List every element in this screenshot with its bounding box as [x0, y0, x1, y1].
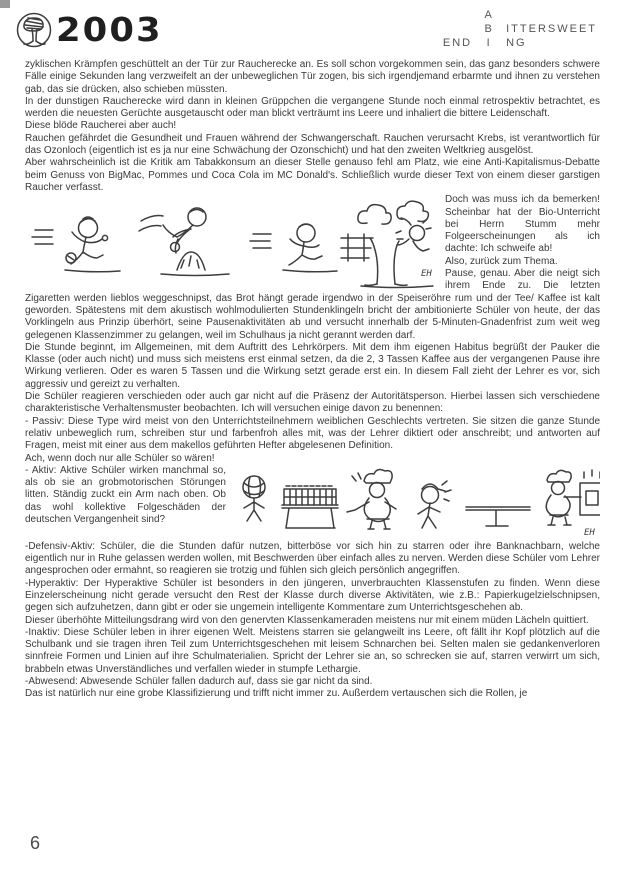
paragraph-typ-passiv: - Passiv: Diese Type wird meist von den Unterrichtsteilnehmern weiblichen Geschlechts vertreten. Sie sitzen die ganze Stunde relativ unbeweglich rum, schreiben stur und farbenfroh alles mit, was der Lehrer diktiert oder anschreibt; und antworten auf Fragen, meist mit einer aus dem makellos geführten Hefter abgelesenen Definition.	[25, 415, 600, 452]
paragraph-typ-defensiv-aktiv: -Defensiv-Aktiv: Schüler, die die Stunden dafür nutzen, bitterböse vor sich hin zu starren oder ihre Banknachbarn, welche eigentlich nur in Ruhe gelassen werden wollen, mit Beschwerden über einfach alles zu nerven. Werden diese Schüler vom Lehrer angesprochen oder ermahnt, so reagieren sie trotzig und fühlen sich gleich persönlich angegriffen.	[25, 540, 600, 577]
paragraph-zurueck-zum-thema: Also, zurück zum Thema.	[445, 255, 558, 267]
paragraph-ach-wenn-doch: Ach, wenn doch nur alle Schüler so wären!	[25, 452, 215, 464]
paragraph-pausenende: Pause, genau. Aber die neigt sich ihrem Ende zu. Die letzten Zigaretten werden lieblos weggeschnipst, das Brot hängt gerade irgendwo in der Speiseröhre rum und der Tee/ Kaffee ist kalt geworden. Spätestens mit dem akustisch wohlmodulierten Stundenklingeln bricht der ambitionierte Schüler von heute, der das Vorklingeln aus Prinzip überhört, seine Pausenaktivitäten ab und versucht innerhalb der 5-Minuten-Gnadenfrist zum weit weg gelegenen Klassenzimmer zu gelangen, weil im Schulhaus ja nicht gerannt werden darf.	[25, 268, 600, 341]
tree-logo-icon	[14, 10, 54, 50]
masthead-cell	[506, 8, 597, 22]
page-header	[0, 0, 620, 58]
masthead-cell	[443, 22, 472, 36]
cartoon-chef-drawing	[234, 467, 600, 539]
masthead-cell	[443, 8, 472, 22]
article-body	[25, 59, 600, 701]
masthead-word-ng: NG	[506, 37, 527, 49]
artist-signature: EH	[421, 269, 432, 280]
paragraph-raucherecke-tuer: zyklischen Krämpfen geschüttelt an der Tür zur Raucherecke an. Es soll schon vorgekommen sein, das ganz besonders schwere Fälle einige Sekunden lang verzweifelt an der unbeweglichen Tür zogen, bis sich irgendjemand erbarmte und ihnen zu verstehen gab, das sie drücken, also schieben müssten.	[25, 59, 600, 95]
paragraph-tabakkritik: Aber wahrscheinlich ist die Kritik am Tabakkonsum an dieser Stelle genauso fehl am Platz, wie eine Anti-Kapitalismus-Debatte beim Genuss von BigMac, Pommes und Coca Cola im MC Donald's. Schließlich wurde dieser Text von einem dieser garstigen Raucher verfasst.	[25, 157, 600, 193]
section-with-running-cartoon	[25, 194, 600, 342]
cartoon-chef-strip	[234, 467, 600, 539]
paragraph-klassifizierung: Das ist natürlich nur eine grobe Klassifizierung und trifft nicht immer zu. Außerdem vertauschen sich die Rollen, je	[25, 688, 528, 700]
section-with-chef-cartoon	[25, 465, 600, 541]
paragraph-stundenbeginn: Die Stunde beginnt, im Allgemeinen, mit dem Auftritt des Lehrkörpers. Mit dem ihm eigenen Habitus begrüßt der Pauker die Klasse (oder auch nicht) und muss sich meistens erst einmal setzen, da die 2, 3 Tassen Kaffee aus der vergangenen Pause ihre Wirkung verlieren. Oder es waren 5 Tassen und die Wirkung setzt gerade erst ein. In diesem Fall zieht der Lehrer es vor, sich aggressiv und gereizt zu verhalten.	[25, 341, 600, 390]
masthead-word-ittersweet: ITTERSWEET	[506, 23, 597, 35]
masthead-letter-b: B	[484, 23, 494, 35]
cartoon-running-crash-strip	[25, 196, 437, 292]
paragraph-mitteilungsdrang: Dieser überhöhte Mitteilungsdrang wird von den genervten Klassenkameraden meistens nur mit einem müden Lächeln quittiert.	[25, 614, 589, 626]
paragraph-schueler-reaktionen: Die Schüler reagieren verschieden oder auch gar nicht auf die Präsenz der Autoritätsperson. Hierbei lassen sich verschiedene charakteristische Verhaltensmuster beobachten. Ich will versuchen einige davon zu benennen:	[25, 391, 600, 415]
page-number: 6	[30, 833, 42, 853]
year-title: 2003	[56, 10, 163, 50]
artist-signature: EH	[584, 527, 595, 538]
paragraph-typ-hyperaktiv: -Hyperaktiv: Der Hyperaktive Schüler ist besonders in den jüngeren, unverbrauchten Klassenstufen zu finden. Wenn diese Einzelerscheinung nicht gerade versucht den Rest der Klasse durch diverse Aktivitäten, wie z.B.: Papierkugelzielschnipsen, gegen sich aufzuhetzen, dann gibt er oder sie ungemein intelligente Kommentare zum Unterrichtsgeschehen ab.	[25, 577, 600, 614]
masthead-letter-i: I	[486, 37, 492, 49]
paragraph-raucherecke-gruppen: In der dunstigen Raucherecke wird dann in kleinen Grüppchen die vergangene Stunde noch einmal retrospektiv betrachtet, es werden die neuesten Gerüchte ausgetauscht oder man blickt verträumt ins Leere und inhaliert die bittere Leidenschaft.	[25, 95, 600, 120]
paragraph-typ-inaktiv: -Inaktiv: Diese Schüler leben in ihrer eigenen Welt. Meistens starren sie gelangweilt ins Leere, oft fällt ihr Kopf plötzlich auf die Schulbank und sie tragen ihren Teil zum Unterrichtsgeschehen mit leisem Schnarchen bei. Selten malen sie gedankenverloren sinnfreie Formen und Linien auf ihre Schulmaterialien. Spricht der Lehrer sie an, so schrecken sie auf, starren verwirrt um sich, brabbeln etwas Unverständliches und verfallen wieder in stumpfe Lethargie.	[25, 626, 600, 675]
paragraph-bloede-raucherei: Diese blöde Raucherei aber auch!	[25, 120, 177, 132]
paragraph-typ-abwesend: -Abwesend: Abwesende Schüler fallen dadurch auf, dass sie gar nicht da sind.	[25, 676, 373, 688]
masthead-abi-title	[443, 8, 597, 50]
masthead-word-end: END	[442, 37, 473, 49]
paragraph-rauchen-gefahren: Rauchen gefährdet die Gesundheit und Frauen während der Schwangerschaft. Rauchen verursacht Krebs, ist verantwortlich für das Ozonloch (eigentlich ist es ja nur eine Schwächung der Ozonschicht) und hat den zweiten Weltkrieg ausgelöst.	[25, 132, 600, 157]
paragraph-bio-unterricht: Doch was muss ich da bemerken! Scheinbar hat der Bio-Unterricht bei Herrn Stumm mehr Folgeerscheinungen als ich dachte: Ich schweife ab!	[445, 194, 600, 255]
yearbook-brand	[14, 10, 163, 50]
cartoon-running-crash-drawing	[25, 196, 437, 292]
paragraph-typ-aktiv: - Aktiv: Aktive Schüler wirken manchmal so, als ob sie an grobmotorischen Störungen litten. Ständig zuckt ein Arm nach oben. Ob das wohl kollektive Folgeschäden der deutschen Vergangenheit sind?	[25, 464, 226, 525]
masthead-letter-a: A	[484, 9, 494, 21]
